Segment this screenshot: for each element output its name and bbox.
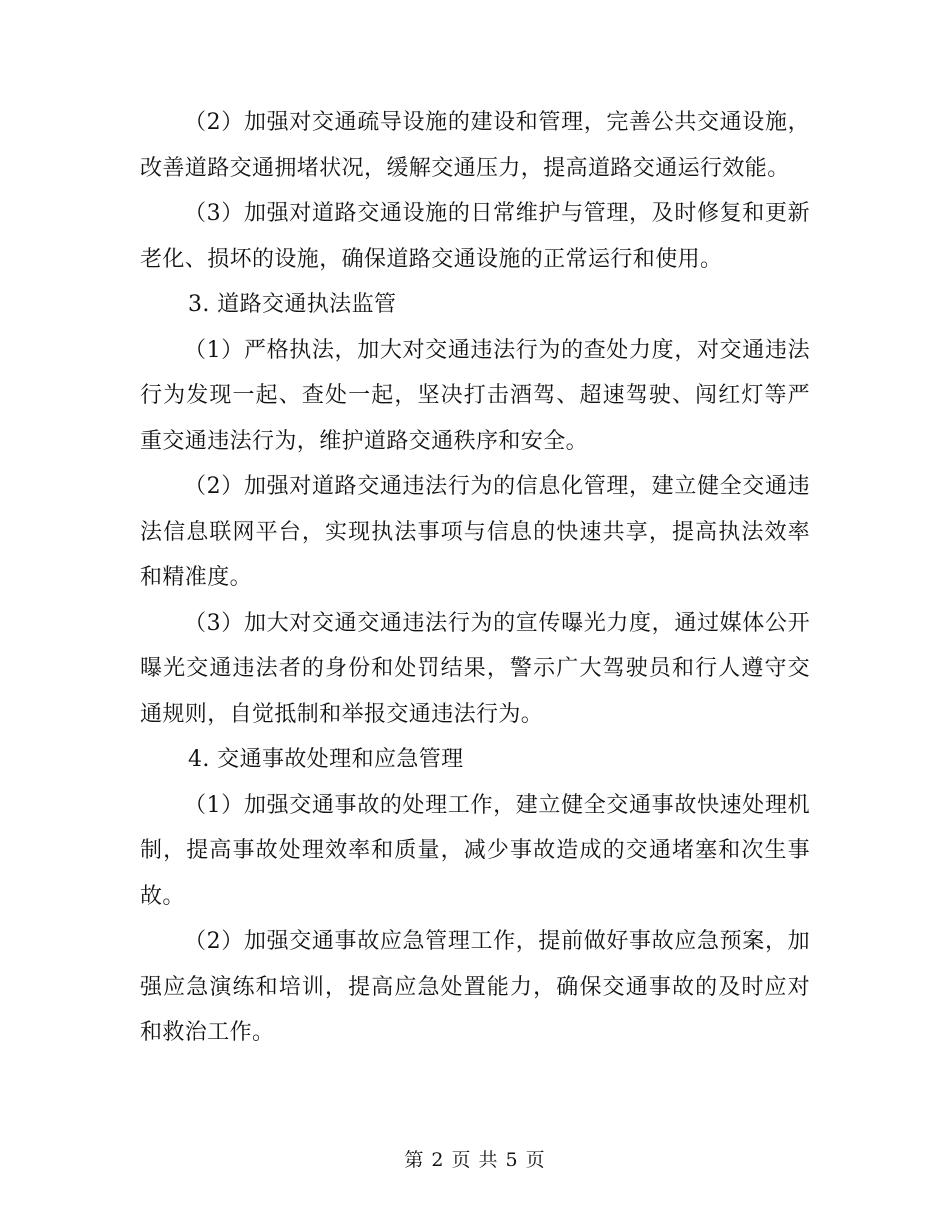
paragraph-2-2: （2）加强对交通疏导设施的建设和管理，完善公共交通设施，改善道路交通拥堵状况，缓解交通压力，提高道路交通运行效能。 <box>140 110 810 181</box>
paragraph-3-3: （3）加大对交通交通违法行为的宣传曝光力度，通过媒体公开曝光交通违法者的身份和处罚结果，警示广大驾驶员和行人遵守交通规则，自觉抵制和举报交通违法行为。 <box>140 610 810 727</box>
paragraph-4-2: （2）加强交通事故应急管理工作，提前做好事故应急预案，加强应急演练和培训，提高应急处置能力，确保交通事故的及时应对和救治工作。 <box>140 929 810 1045</box>
paragraph-2-3: （3）加强对道路交通设施的日常维护与管理，及时修复和更新老化、损坏的设施，确保道路交通设施的正常运行和使用。 <box>140 201 810 272</box>
document-body <box>140 100 810 1056</box>
paragraph-3-2: （2）加强对道路交通违法行为的信息化管理，建立健全交通违法信息联网平台，实现执法事项与信息的快速共享，提高执法效率和精准度。 <box>140 474 810 590</box>
section-heading-4: 4. 交通事故处理和应急管理 <box>188 747 464 772</box>
page-number-footer: 第 2 页 共 5 页 <box>404 1149 546 1171</box>
paragraph-3-1: （1）严格执法，加大对交通违法行为的查处力度，对交通违法行为发现一起、查处一起，坚决打击酒驾、超速驾驶、闯红灯等严重交通违法行为，维护道路交通秩序和安全。 <box>140 337 810 454</box>
section-heading-3: 3. 道路交通执法监管 <box>188 292 397 317</box>
paragraph-4-1: （1）加强交通事故的处理工作，建立健全交通事故快速处理机制，提高事故处理效率和质量，减少事故造成的交通堵塞和次生事故。 <box>140 792 810 909</box>
